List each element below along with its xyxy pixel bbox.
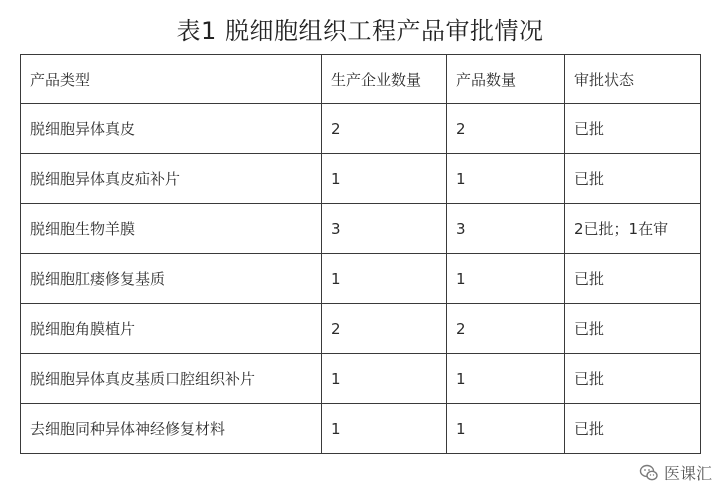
cell-product-type: 脱细胞肛瘘修复基质 (21, 254, 322, 304)
cell-manufacturer-count: 2 (322, 304, 447, 354)
cell-product-type: 脱细胞角膜植片 (21, 304, 322, 354)
cell-product-type: 脱细胞异体真皮疝补片 (21, 154, 322, 204)
cell-manufacturer-count: 1 (322, 404, 447, 454)
cell-product-type: 脱细胞异体真皮 (21, 104, 322, 154)
cell-product-count: 3 (447, 204, 565, 254)
cell-product-type: 去细胞同种异体神经修复材料 (21, 404, 322, 454)
cell-manufacturer-count: 1 (322, 254, 447, 304)
table-row (21, 204, 701, 254)
table-row (21, 404, 701, 454)
cell-approval-status: 已批 (565, 304, 701, 354)
cell-manufacturer-count: 1 (322, 154, 447, 204)
source-watermark (639, 461, 712, 484)
table-row (21, 354, 701, 404)
cell-manufacturer-count: 1 (322, 354, 447, 404)
cell-product-type: 脱细胞生物羊膜 (21, 204, 322, 254)
header-manufacturer-count: 生产企业数量 (322, 55, 447, 104)
table-row (21, 304, 701, 354)
cell-product-count: 2 (447, 304, 565, 354)
cell-product-count: 1 (447, 404, 565, 454)
cell-approval-status: 已批 (565, 254, 701, 304)
table-row (21, 254, 701, 304)
cell-approval-status: 已批 (565, 354, 701, 404)
watermark-text: 医课汇 (663, 464, 712, 483)
table-title: 表1 脱细胞组织工程产品审批情况 (176, 17, 544, 45)
cell-product-count: 1 (447, 254, 565, 304)
cell-approval-status: 已批 (565, 154, 701, 204)
wechat-logo-icon (639, 463, 659, 483)
cell-product-count: 1 (447, 354, 565, 404)
cell-product-count: 1 (447, 154, 565, 204)
table-row (21, 104, 701, 154)
cell-product-type: 脱细胞异体真皮基质口腔组织补片 (21, 354, 322, 404)
approval-table (20, 54, 701, 454)
cell-manufacturer-count: 2 (322, 104, 447, 154)
table-row (21, 154, 701, 204)
cell-product-count: 2 (447, 104, 565, 154)
header-product-type: 产品类型 (21, 55, 322, 104)
header-approval-status: 审批状态 (565, 55, 701, 104)
header-product-count: 产品数量 (447, 55, 565, 104)
table-header-row (21, 55, 701, 104)
cell-approval-status: 已批 (565, 404, 701, 454)
cell-approval-status: 2已批；1在审 (565, 204, 701, 254)
cell-approval-status: 已批 (565, 104, 701, 154)
cell-manufacturer-count: 3 (322, 204, 447, 254)
